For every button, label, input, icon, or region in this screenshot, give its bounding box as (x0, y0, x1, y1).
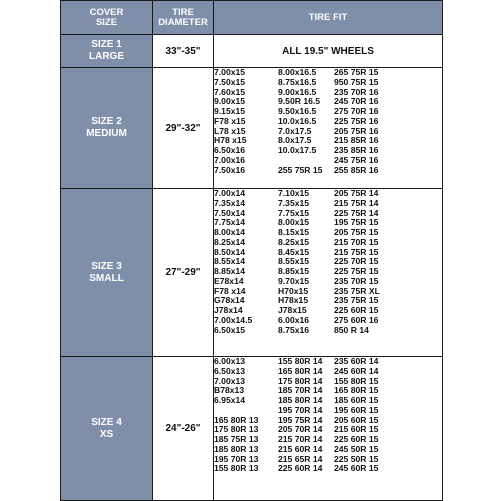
tire-size-entry: 215 85R 16 (334, 135, 379, 146)
tire-size-entry: B78x13 (214, 385, 245, 396)
tire-size-entry: 950 75R 15 (334, 76, 379, 87)
tire-size-entry: 185 80R 14 (278, 395, 323, 405)
size-name: SIZE 3 (91, 260, 122, 272)
tire-size-entry: 7.00x13 (214, 375, 246, 386)
tire-size-entry: 205 75R 16 (334, 125, 379, 136)
tire-size-entry: 7.50x14 (214, 207, 246, 218)
tire-size-entry: 255 85R 16 (334, 164, 379, 175)
tire-diameter-header-line: DIAMETER (158, 16, 208, 28)
tire-size-entry: 155 80R 13 (214, 463, 259, 474)
tire-diameter-header (153, 1, 214, 35)
tire-size-entry: 225 60R 15 (334, 434, 379, 444)
tire-size-entry: 7.00x16 (214, 154, 246, 165)
tire-size-entry: 245 70R 16 (334, 96, 379, 107)
size-2-diameter: 29"-32" (153, 68, 214, 189)
tire-size-entry: 8.85x15 (278, 266, 310, 276)
tire-size-entry: 8.25x14 (214, 236, 246, 247)
tire-size-entry: 165 80R 13 (214, 414, 259, 425)
size-name: SIZE 1 (91, 39, 122, 50)
tire-size-entry: 8.50x14 (214, 246, 246, 257)
tire-size-entry: L78 x15 (214, 125, 246, 136)
size-3-row (61, 189, 443, 357)
tire-size-entry: 8.75x16 (278, 324, 310, 335)
tire-size-entry: 8.55x14 (214, 256, 246, 267)
tire-size-entry: 9.70x15 (278, 275, 310, 286)
tire-size-entry: 205 75R 14 (334, 188, 379, 198)
tire-size-entry: 9.50R 16.5 (278, 96, 321, 107)
tire-size-entry: 165 80R 14 (278, 365, 323, 376)
size-4-label (61, 357, 153, 501)
tire-size-entry: 195 70R 13 (214, 453, 259, 464)
size-2-row (61, 68, 443, 189)
tire-size-entry: 7.35x15 (278, 197, 310, 208)
tire-size-entry: 8.55x15 (278, 256, 310, 267)
tire-size-entry: 235 75R 15 (334, 295, 379, 306)
tire-size-entry: 6.50x16 (214, 145, 246, 155)
tire-size-entry: 245 75R 16 (334, 154, 379, 165)
tire-size-entry: 225 75R 16 (334, 115, 379, 126)
cover-size-header-line: COVER (89, 6, 124, 18)
tire-size-entry: 205 60R 15 (334, 414, 379, 425)
tire-size-entry: 185 60R 15 (334, 395, 379, 405)
tire-size-entry: 175 80R 13 (214, 424, 259, 435)
tire-size-entry: 215 75R 15 (334, 246, 379, 257)
tire-size-entry: 9.50x16.5 (278, 106, 317, 116)
size-3-diameter: 27"-29" (153, 189, 214, 357)
tire-size-entry: 7.10x15 (278, 188, 310, 198)
tire-size-entry: 8.00x16.5 (278, 67, 317, 77)
tire-size-entry: 8.45x15 (278, 246, 310, 257)
tire-size-entry: 215 70R 15 (334, 236, 379, 247)
size-1-row (61, 35, 443, 68)
tire-size-entry: 8.0x17.5 (278, 135, 312, 146)
tire-fit-header: TIRE FIT (214, 1, 443, 35)
tire-size-entry: 7.75x15 (278, 207, 310, 218)
tire-size-entry: J78x15 (278, 305, 307, 315)
tire-size-entry: 6.50x15 (214, 324, 246, 335)
tire-size-entry: 195 70R 14 (278, 404, 323, 415)
tire-size-entry: 7.50x16 (214, 164, 246, 175)
size-name: SIZE 2 (91, 116, 122, 127)
tire-size-entry: 275 70R 16 (334, 106, 379, 116)
size-1-diameter: 33"-35" (153, 35, 214, 68)
header-row (61, 1, 443, 35)
size-4-fit-list (214, 357, 442, 474)
tire-size-entry: 7.35x14 (214, 197, 246, 208)
tire-size-entry: H78x15 (278, 295, 309, 306)
tire-size-entry: 9.15x15 (214, 106, 246, 116)
size-4-row (61, 357, 443, 501)
size-3-fit (214, 189, 443, 357)
tire-size-entry: 215 75R 14 (334, 197, 379, 208)
tire-size-entry: 235 70R 15 (334, 275, 379, 286)
tire-size-entry: 275 60R 16 (334, 314, 379, 325)
cover-size-header (61, 1, 153, 35)
tire-diameter-header-line: TIRE (172, 6, 194, 18)
tire-size-entry: 7.00x15 (214, 67, 246, 77)
size-2-label (61, 68, 153, 189)
tire-size-entry: F78 x14 (214, 285, 246, 296)
tire-size-entry: 7.00x14.5 (214, 314, 253, 325)
tire-size-entry: 185 80R 13 (214, 443, 259, 454)
tire-size-entry: 245 60R 15 (334, 463, 379, 474)
size-name: SIZE 4 (91, 416, 122, 428)
tire-size-entry: 215 65R 14 (278, 453, 323, 464)
tire-size-entry: 215 70R 14 (278, 434, 323, 444)
tire-size-entry: 235 85R 16 (334, 145, 379, 155)
size-2-fit (214, 68, 443, 189)
size-4-fit (214, 357, 443, 501)
tire-size-entry: 225 50R 15 (334, 453, 379, 464)
tire-size-entry: 6.50x13 (214, 365, 246, 376)
tire-size-entry: 155 80R 14 (278, 356, 323, 366)
size-class: XS (99, 428, 114, 440)
size-4-diameter: 24"-26" (153, 357, 214, 501)
tire-size-entry: 235 60R 14 (334, 356, 379, 366)
tire-size-entry: 225 60R 14 (278, 463, 323, 474)
tire-size-entry: 10.0x17.5 (278, 145, 317, 155)
tire-size-entry: 205 70R 14 (278, 424, 323, 435)
tire-size-entry: 8.15x15 (278, 227, 310, 237)
cover-size-header-line: SIZE (95, 16, 118, 28)
tire-size-entry: 6.00x16 (278, 314, 310, 325)
tire-size-entry: 235 70R 16 (334, 86, 379, 97)
tire-size-entry: 265 75R 15 (334, 67, 379, 77)
tire-size-entry: F78 x15 (214, 115, 246, 126)
tire-size-entry: 7.75x14 (214, 217, 246, 228)
tire-size-entry: 255 75R 15 (278, 164, 323, 175)
tire-size-entry: 7.50x15 (214, 76, 246, 87)
tire-size-entry: 165 80R 15 (334, 385, 379, 396)
tire-size-entry: 195 75R 15 (334, 217, 379, 228)
tire-size-entry: 245 60R 14 (334, 365, 379, 376)
tire-size-entry: 215 60R 15 (334, 424, 379, 435)
tire-size-entry: 6.00x13 (214, 356, 246, 366)
tire-size-entry: 9.00x15 (214, 96, 246, 107)
tire-size-entry: 225 75R 14 (334, 207, 379, 218)
tire-size-entry: 8.00x14 (214, 227, 246, 237)
tire-size-entry: 215 60R 14 (278, 443, 323, 454)
tire-size-entry: 185 75R 13 (214, 434, 259, 444)
tire-size-entry: J78x14 (214, 305, 243, 315)
tire-size-entry: 7.0x17.5 (278, 125, 312, 136)
size-2-fit-list (214, 68, 442, 175)
tire-size-entry: 850 R 14 (334, 324, 369, 335)
tire-size-entry: H78 x15 (214, 135, 247, 146)
tire-size-entry: 8.00x15 (278, 217, 310, 228)
tire-size-entry: 225 75R 15 (334, 266, 379, 276)
size-class: SMALL (89, 272, 124, 284)
tire-size-entry: 155 80R 15 (334, 375, 379, 386)
size-class: LARGE (89, 51, 124, 62)
tire-size-entry: 175 80R 14 (278, 375, 323, 386)
size-class: MEDIUM (86, 128, 127, 139)
tire-fit-table (60, 0, 443, 501)
tire-size-entry: 8.85x14 (214, 266, 246, 276)
tire-size-entry: 195 75R 14 (278, 414, 323, 425)
tire-size-entry: 6.95x14 (214, 395, 246, 405)
size-1-fit: ALL 19.5" WHEELS (214, 35, 443, 68)
tire-size-entry: 225 60R 15 (334, 305, 379, 315)
tire-size-entry: E78x14 (214, 275, 244, 286)
tire-size-entry: 245 50R 15 (334, 443, 379, 454)
tire-size-entry: 7.00x14 (214, 188, 246, 198)
tire-size-entry: 8.25x15 (278, 236, 310, 247)
tire-size-entry: 10.0x16.5 (278, 115, 317, 126)
tire-size-entry: 225 70R 15 (334, 256, 379, 267)
tire-size-entry: 185 70R 14 (278, 385, 323, 396)
tire-size-entry: 205 75R 15 (334, 227, 379, 237)
tire-size-entry: 8.75x16.5 (278, 76, 317, 87)
tire-size-entry: 7.60x15 (214, 86, 246, 97)
tire-size-entry: 195 60R 15 (334, 404, 379, 415)
tire-size-entry: 9.00x16.5 (278, 86, 317, 97)
tire-size-entry: 235 75R XL (334, 285, 380, 296)
tire-size-entry: G78x14 (214, 295, 245, 306)
size-3-label (61, 189, 153, 357)
size-3-fit-list (214, 189, 442, 335)
size-1-label (61, 35, 153, 68)
tire-size-entry: H70x15 (278, 285, 309, 296)
